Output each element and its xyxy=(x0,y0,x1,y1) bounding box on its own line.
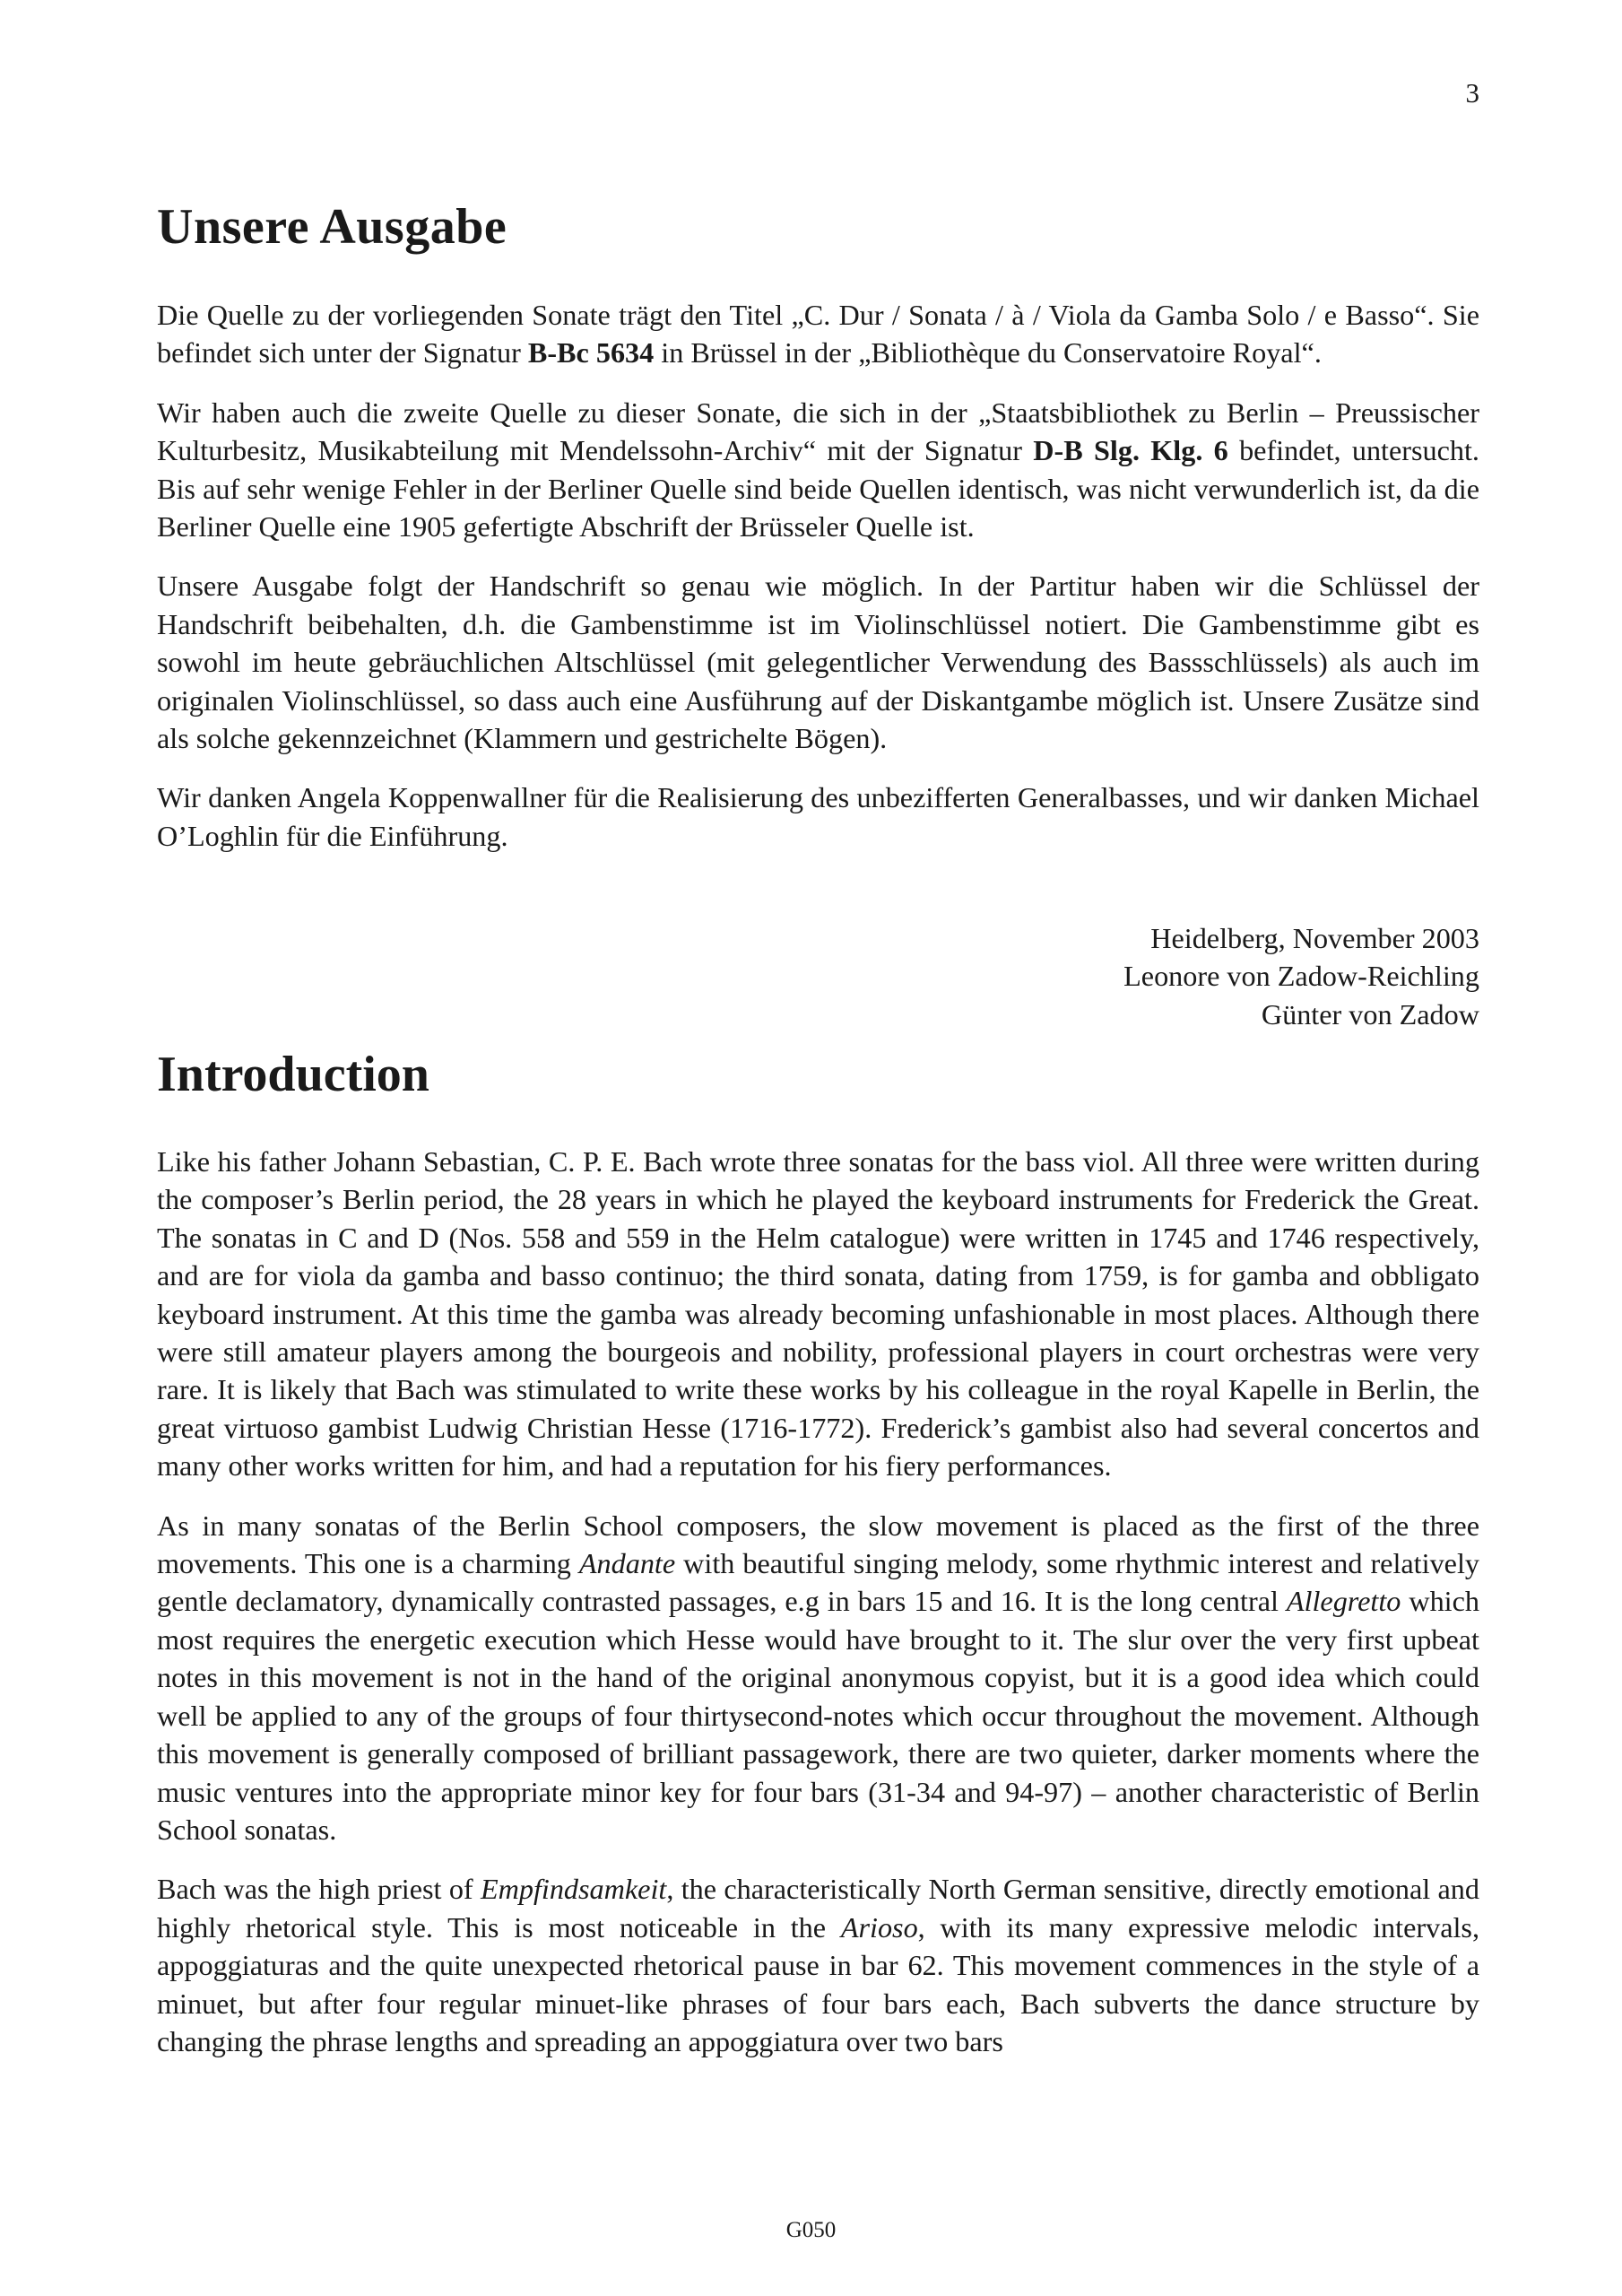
heading-introduction: Introduction xyxy=(157,1047,429,1102)
signature-name-1: Leonore von Zadow-Reichling xyxy=(1123,960,1479,993)
page-number: 3 xyxy=(1465,77,1479,109)
term-andante: Andante xyxy=(578,1547,676,1580)
signature-bbc: B-Bc 5634 xyxy=(527,336,655,370)
ausgabe-paragraph-3: Unsere Ausgabe folgt der Handschrift so genau wie möglich. In der Partitur haben wir die Schlüssel der Handschrift beibehalten, d.h. die Gambenstimme ist im Violinschlüssel notiert. Die Gambenstimme gibt es sowohl im heute gebräuchlichen Altschlüssel (mit gelegentlicher Verwendung des Bassschlüssels) als auch im originalen Violinschlüssel, so dass auch eine Ausführung auf der Diskantgambe möglich ist. Unsere Zusätze sind als solche gekennzeichnet (Klammern und gestrichelte Bögen). xyxy=(157,570,1479,755)
ausgabe-paragraph-2: Wir haben auch die zweite Quelle zu dieser Sonate, die sich in der „Staatsbibliothek zu Berlin – Preussischer Kulturbesitz, Musikabteilung mit Mendelssohn-Archiv“ mit der Signatur D-B Slg. Klg. 6 befindet, untersucht. Bis auf sehr wenige Fehler in der Berliner Quelle sind beide Quellen identisch, was nicht verwunderlich ist, da die Berliner Quelle eine 1905 gefertigte Abschrift der Brüsseler Quelle ist. xyxy=(157,396,1479,544)
term-empfindsamkeit: Empfindsamkeit xyxy=(480,1873,667,1906)
footer-code: G050 xyxy=(785,2218,837,2242)
ausgabe-paragraph-1: Die Quelle zu der vorliegenden Sonate trägt den Titel „C. Dur / Sonata / à / Viola da Gamba Solo / e Basso“. Sie befindet sich unter der Signatur B-Bc 5634 in Brüssel in der „Bibliothèque du Conservatoire Royal“. xyxy=(157,299,1479,370)
heading-unsere-ausgabe: Unsere Ausgabe xyxy=(157,199,507,255)
signature-name-2: Günter von Zadow xyxy=(1261,997,1479,1031)
intro-paragraph-1: Like his father Johann Sebastian, C. P. E. Bach wrote three sonatas for the bass viol. All three were written during the composer’s Berlin period, the 28 years in which he played the keyboard instruments for Frederick the Great. The sonatas in C and D (Nos. 558 and 559 in the Helm catalogue) were written in 1745 and 1746 respectively, and are for viola da gamba and basso continuo; the third sonata, dating from 1759, is for gamba and obbligato keyboard instrument. At this time the gamba was already becoming unfashionable in most places. Although there were still amateur players among the bourgeois and nobility, professional players in court orchestras were very rare. It is likely that Bach was stimulated to write these works by his colleague in the royal Kapelle in Berlin, the great virtuoso gambist Ludwig Christian Hesse (1716-1772). Frederick’s gambist also had several concertos and many other works written for him, and had a reputation for his fiery performances. xyxy=(157,1145,1479,1483)
intro-paragraph-2: As in many sonatas of the Berlin School composers, the slow movement is placed as the first of the three movements. This one is a charming Andante with beautiful singing melody, some rhythmic interest and relatively gentle declamatory, dynamically contrasted passages, e.g in bars 15 and 16. It is the long central Allegretto which most requires the energetic execution which Hesse would have brought to it. The slur over the very first upbeat notes in this movement is not in the hand of the original anonymous copyist, but it is a good idea which could well be applied to any of the groups of four thirtysecond-notes which occur throughout the movement. Although this movement is generally composed of brilliant passagework, there are two quieter, darker moments where the music ventures into the appropriate minor key for four bars (31-34 and 94-97) – another characteristic of Berlin School sonatas. xyxy=(157,1509,1479,1846)
intro-paragraph-3: Bach was the high priest of Empfindsamkeit, the characteristically North German sensitive, directly emotional and highly rhetorical style. This is most noticeable in the Arioso, with its many expressive melodic intervals, appoggiaturas and the quite unexpected rhetorical pause in bar 62. This movement commences in the style of a minuet, but after four regular minuet-like phrases of four bars each, Bach subverts the dance structure by changing the phrase lengths and spreading an appoggiatura over two bars xyxy=(157,1873,1479,2057)
signature-db: D-B Slg. Klg. 6 xyxy=(1033,434,1228,467)
section-introduction xyxy=(157,1143,1479,2082)
term-allegretto: Allegretto xyxy=(1286,1585,1401,1618)
signature-place-date: Heidelberg, November 2003 xyxy=(1150,922,1479,954)
ausgabe-paragraph-4: Wir danken Angela Koppenwallner für die Realisierung des unbezifferten Generalbasses, und wir danken Michael O’Loghlin für die Einführung. xyxy=(157,781,1479,852)
signature-block xyxy=(1123,919,1479,1033)
term-arioso: Arioso xyxy=(840,1910,918,1944)
section-unsere-ausgabe xyxy=(157,296,1479,876)
